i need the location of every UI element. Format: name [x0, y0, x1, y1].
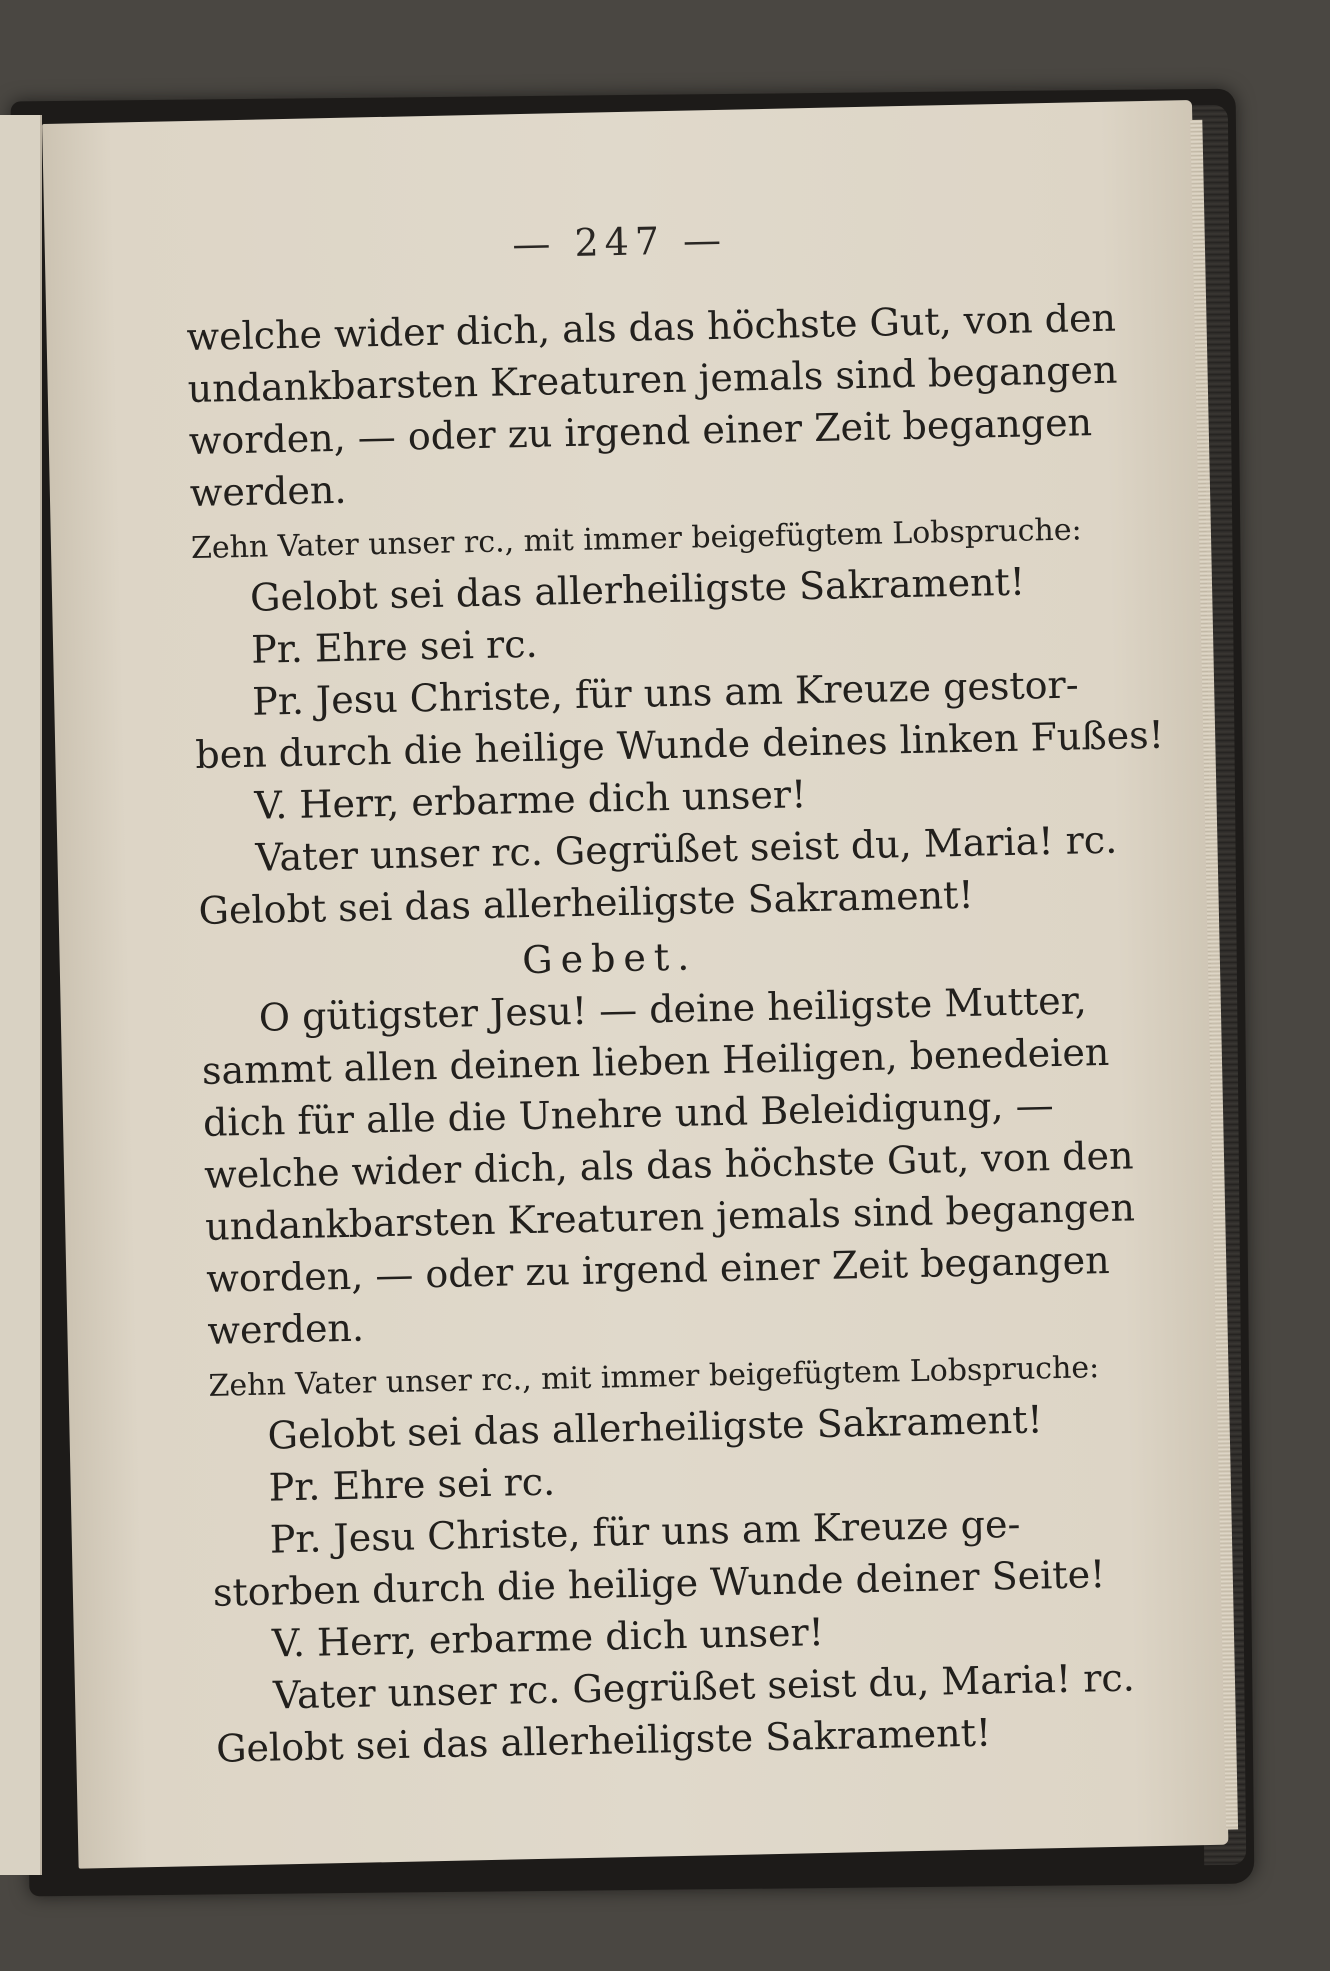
text-line: Gelobt sei das allerheiligste Sakrament! [267, 1397, 1044, 1458]
text-line: Gelobt sei das allerheiligste Sakrament! [215, 1710, 992, 1771]
text-line: welche wider dich, als das höchste Gut, von den [186, 295, 1117, 360]
text-line: Vater unser rc. Gegrüßet seist du, Maria! rc. [255, 817, 1118, 880]
page-text [186, 294, 1165, 1775]
text-line: welche wider dich, als das höchste Gut, von den [203, 1133, 1134, 1197]
text-line: Pr. Jesu Christe, für uns am Kreuze gestor- [251, 662, 1079, 724]
page-number: — 247 — [511, 217, 728, 267]
text-line: ben durch die heilige Wunde deines linken Fußes! [194, 712, 1165, 777]
text-line: Pr. Ehre sei rc. [250, 621, 539, 672]
text-line: V. Herr, erbarme dich unser! [253, 772, 807, 828]
rubric-line: Zehn Vater unser rc., mit immer beigefügtem Lobspruche: [190, 512, 1083, 567]
text-line: V. Herr, erbarme dich unser! [271, 1610, 825, 1666]
text-line: worden, — oder zu irgend einer Zeit begangen [205, 1237, 1111, 1301]
text-line: worden, — oder zu irgend einer Zeit begangen [188, 400, 1093, 464]
text-line: Pr. Jesu Christe, für uns am Kreuze ge- [269, 1501, 1021, 1562]
book-page [42, 100, 1228, 1869]
text-line: werden. [206, 1305, 365, 1353]
text-line: Gelobt sei das allerheiligste Sakrament! [249, 559, 1026, 620]
text-line: sammt allen deinen lieben Heiligen, benedeien [201, 1029, 1110, 1093]
text-line: werden. [189, 467, 347, 516]
text-line: Vater unser rc. Gegrüßet seist du, Maria! rc. [272, 1655, 1136, 1718]
facing-page-edge [0, 115, 42, 1875]
text-line: O gütigster Jesu! — deine heiligste Mutter, [258, 978, 1088, 1040]
text-line: dich für alle die Unehre und Beleidigung, — [202, 1083, 1055, 1145]
text-line: Gelobt sei das allerheiligste Sakrament! [198, 872, 975, 933]
section-heading: Gebet. [521, 934, 698, 983]
text-line: Pr. Ehre sei rc. [268, 1459, 556, 1510]
text-line: undankbarsten Kreaturen jemals sind begangen [204, 1185, 1136, 1249]
text-line: storben durch die heilige Wunde deiner Seite! [212, 1552, 1106, 1615]
text-line: undankbarsten Kreaturen jemals sind begangen [187, 347, 1118, 412]
rubric-line: Zehn Vater unser rc., mit immer beigefügtem Lobspruche: [208, 1350, 1100, 1404]
